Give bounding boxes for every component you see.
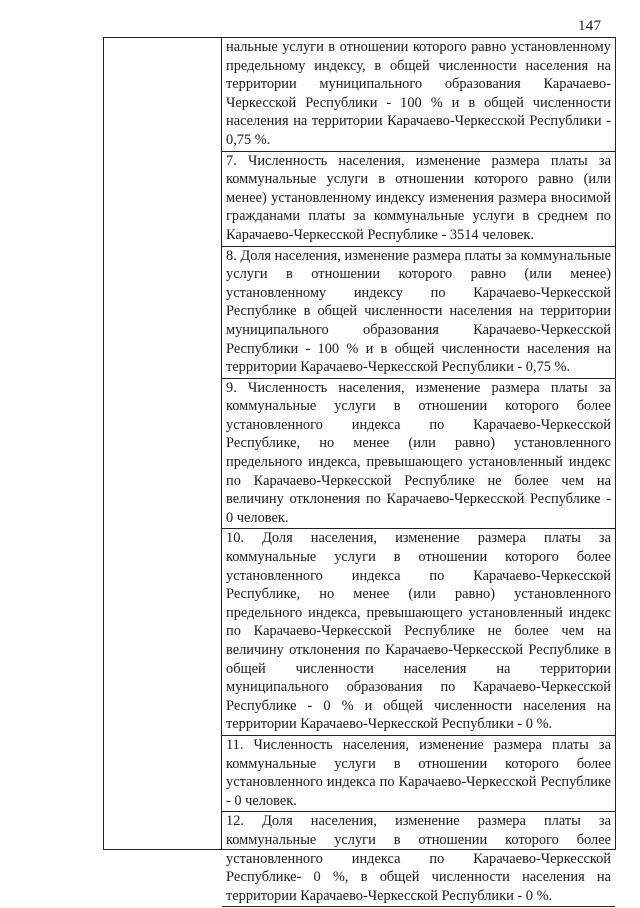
- table-cell-indicator-8: 8. Доля населения, изменение размера платы за коммунальные услуги в отношении которого равно (или менее) установленному индексу по Карачаево-Черкесской Республике в общей численности населения на территории муниципального образования Карачаево-Черкесской Республики - 100 % и в общей численности населения на территории Карачаево-Черкесской Республики - 0,75 %.: [222, 247, 615, 379]
- table-cell-indicator-7: 7. Численность населения, изменение размера платы за коммунальные услуги в отношении которого равно (или менее) установленному индексу изменения размера вносимой гражданами платы за коммунальные услуги в среднем по Карачаево-Черкесской Республике - 3514 человек.: [222, 152, 615, 247]
- table-cell-indicator-12: 12. Доля населения, изменение размера платы за коммунальные услуги в отношении которого более установленного индекса по Карачаево-Черкесской Республике- 0 %, в общей численности населения на территории Карачаево-Черкесской Республики - 0 %.: [222, 812, 615, 907]
- table-right-column: [222, 38, 615, 904]
- table-cell-indicator-11: 11. Численность населения, изменение размера платы за коммунальные услуги в отношении которого более установленного индекса по Карачаево-Черкесской Республике - 0 человек.: [222, 736, 615, 812]
- table-cell-indicator-10: 10. Доля населения, изменение размера платы за коммунальные услуги в отношении которого более установленного индекса по Карачаево-Черкесской Республике, но менее (или равно) установленного предельного индекса, превышающего установленный индекс по Карачаево-Черкесской Республике не более чем на величину отклонения по Карачаево-Черкесской Республике в общей численности населения на территории муниципального образования по Карачаево-Черкесской Республике - 0 % и общей численности населения на территории Карачаево-Черкесской Республики - 0 %.: [222, 529, 615, 736]
- indicator-table: [103, 37, 616, 904]
- table-cell-indicator-6-continuation: нальные услуги в отношении которого равно установленному предельному индексу, в общей численности населения на территории муниципального образования Карачаево-Черкесской Республики - 100 % и в общей численности населения на территории Карачаево-Черкесской Республики - 0,75 %.: [222, 38, 615, 152]
- table-left-column: [104, 38, 222, 849]
- page-number: 147: [578, 18, 602, 34]
- table-cell-indicator-9: 9. Численность населения, изменение размера платы за коммунальные услуги в отношении которого более установленного индекса по Карачаево-Черкесской Республике, но менее (или равно) установленного предельного индекса, превышающего установленный индекс по Карачаево-Черкесской Республике не более чем на величину отклонения по Карачаево-Черкесской Республике - 0 человек.: [222, 379, 615, 530]
